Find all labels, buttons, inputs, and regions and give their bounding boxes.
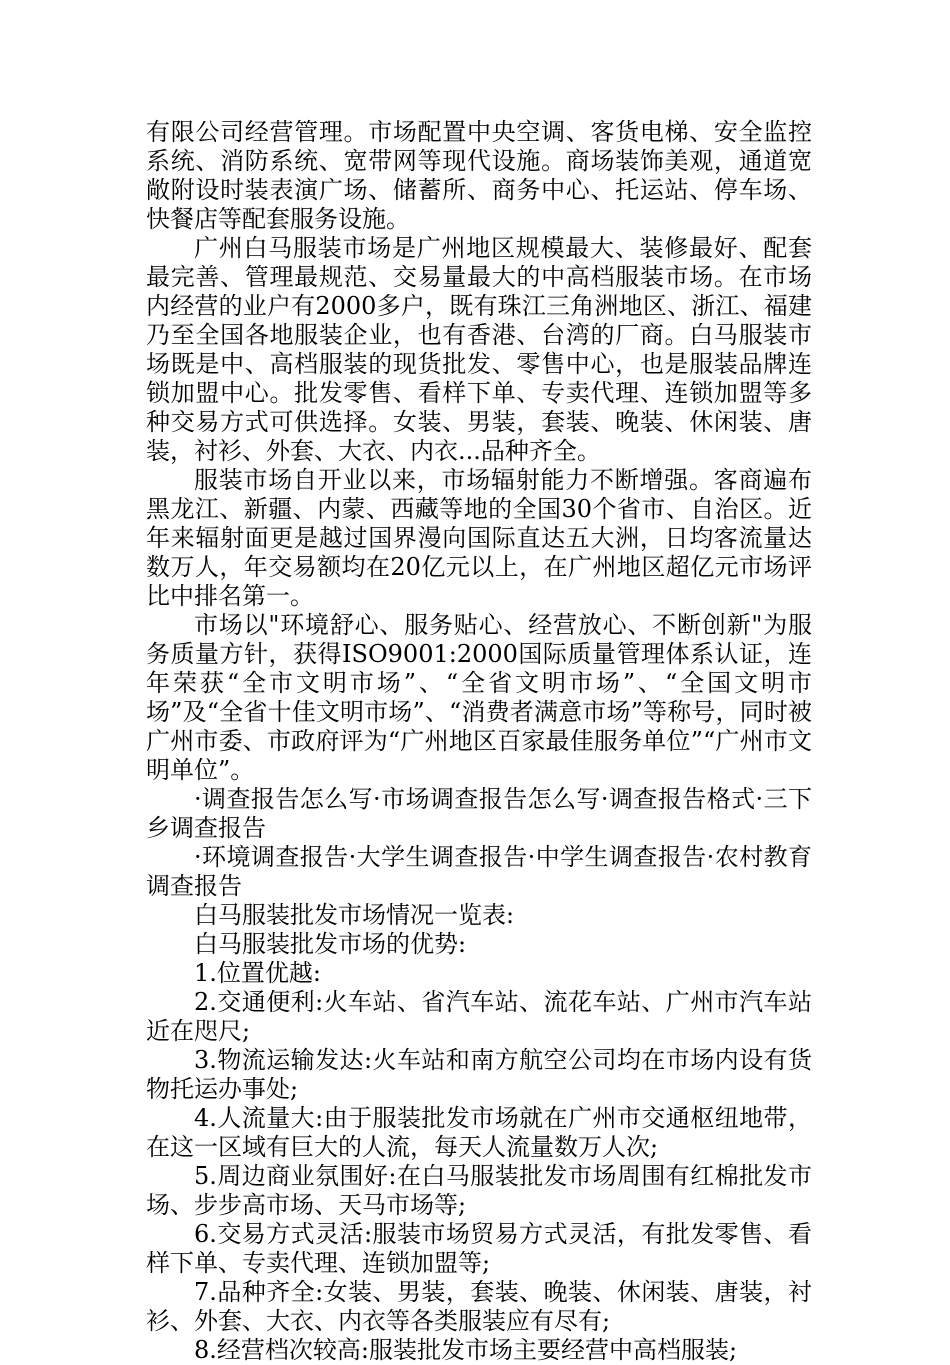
list-item-grade: 8.经营档次较高:服装批发市场主要经营中高档服装; [194,1336,738,1364]
document-body [146,118,812,1365]
list-item-commercial-atmosphere: 5.周边商业氛围好:在白马服装批发市场周围有红棉批发市场、步步高市场、天马市场等; [146,1162,812,1219]
list-item-foot-traffic: 4.人流量大:由于服装批发市场就在广州市交通枢纽地带，在这一区域有巨大的人流，每天人流量数万人次; [146,1104,812,1161]
paragraph-market-overview: 广州白马服装市场是广州地区规模最大、装修最好、配套最完善、管理最规范、交易量最大的中高档服装市场。在市场内经营的业户有2000多户，既有珠江三角洲地区、浙江、福建乃至全国各地服装企业，也有香港、台湾的厂商。白马服装市场既是中、高档服装的现货批发、零售中心，也是服装品牌连锁加盟中心。批发零售、看样下单、专卖代理、连锁加盟等多种交易方式可供选择。女装、男装，套装、晚装、休闲装、唐装，衬衫、外套、大衣、内衣...品种齐全。 [146,234,812,465]
list-item-transport: 2.交通便利:火车站、省汽车站、流花车站、广州市汽车站近在咫尺; [146,988,812,1045]
paragraph-market-reach: 服装市场自开业以来，市场辐射能力不断增强。客商遍布黑龙江、新疆、内蒙、西藏等地的全国30个省市、自治区。近年来辐射面更是越过国界漫向国际直达五大洲，日均客流量达数万人，年交易额均在20亿元以上，在广州地区超亿元市场评比中排名第一。 [146,466,812,610]
list-item-trade-methods: 6.交易方式灵活:服装市场贸易方式灵活，有批发零售、看样下单、专卖代理、连锁加盟等; [146,1220,812,1277]
paragraph-table-heading: 白马服装批发市场情况一览表: [194,901,515,929]
related-links-row-1[interactable]: ·调查报告怎么写·市场调查报告怎么写·调查报告格式·三下乡调查报告 [146,785,812,842]
paragraph-facilities: 有限公司经营管理。市场配置中央空调、客货电梯、安全监控系统、消防系统、宽带网等现代设施。商场装饰美观，通道宽敞附设时装表演广场、储蓄所、商务中心、托运站、停车场、快餐店等配套服务设施。 [146,118,812,233]
related-links-row-2[interactable]: ·环境调查报告·大学生调查报告·中学生调查报告·农村教育调查报告 [146,843,812,900]
list-item-location: 1.位置优越: [194,959,321,987]
list-item-logistics: 3.物流运输发达:火车站和南方航空公司均在市场内设有货物托运办事处; [146,1046,812,1103]
list-item-variety: 7.品种齐全:女装、男装，套装、晚装、休闲装、唐装，衬衫、外套、大衣、内衣等各类服装应有尽有; [146,1278,812,1335]
paragraph-advantages-heading: 白马服装批发市场的优势: [194,930,467,958]
paragraph-service-quality: 市场以"环境舒心、服务贴心、经营放心、不断创新"为服务质量方针，获得ISO9001:2000国际质量管理体系认证，连年荣获“全市文明市场”、“全省文明市场”、“全国文明市场”及“全省十佳文明市场”、“消费者满意市场”等称号，同时被广州市委、市政府评为“广州地区百家最佳服务单位”“广州市文明单位”。 [146,611,812,784]
